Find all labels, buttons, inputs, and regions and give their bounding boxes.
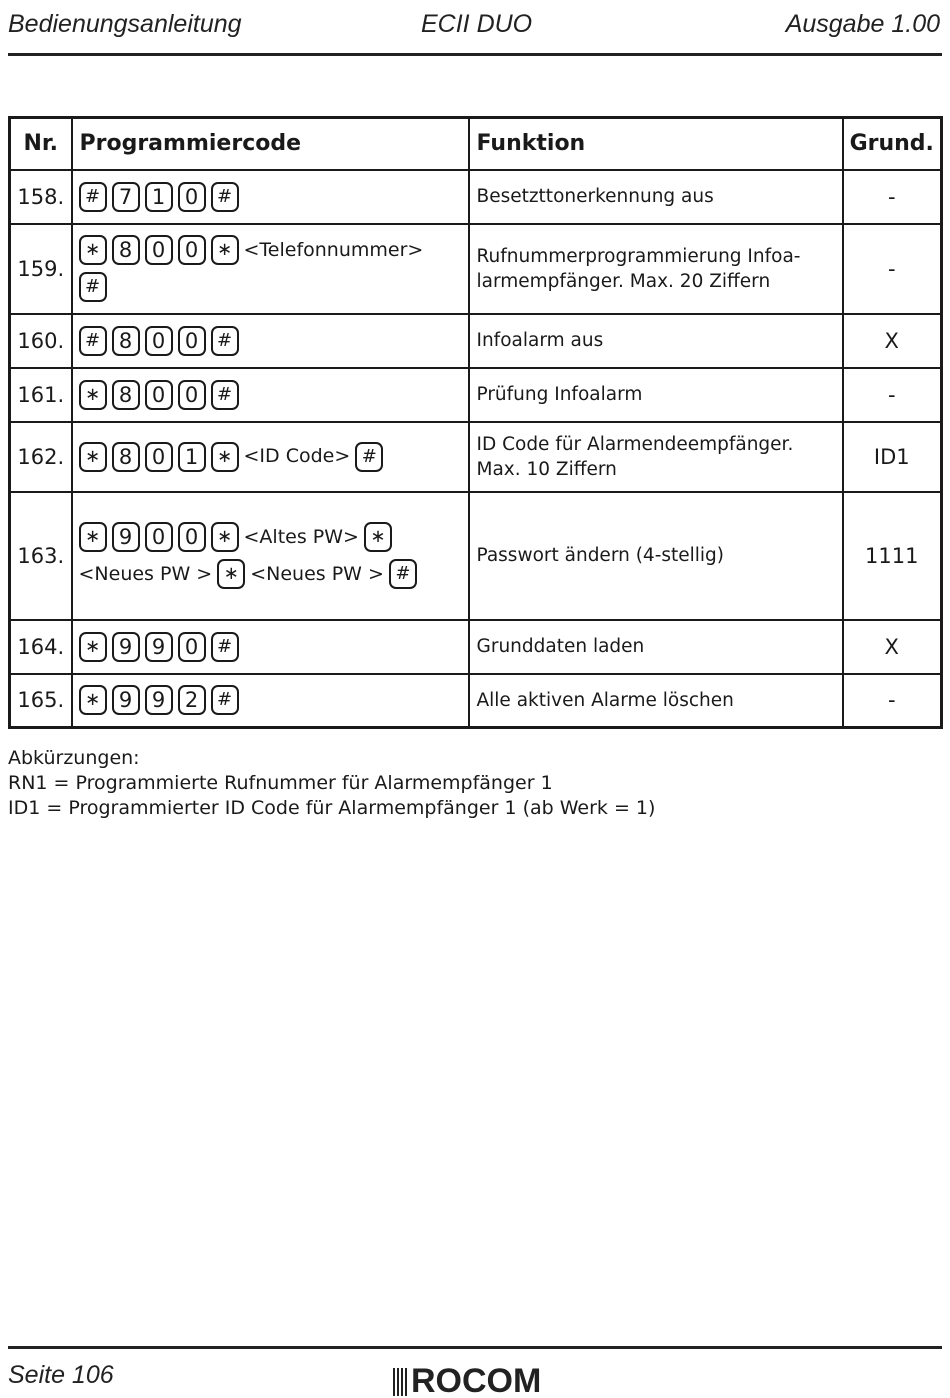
- code-placeholder-text: <Neues PW >: [78, 562, 213, 585]
- row-function: Infoalarm aus: [469, 314, 843, 368]
- star-key-icon: ∗: [217, 559, 245, 589]
- star-key-icon: ∗: [211, 522, 239, 552]
- digit-key: 0: [178, 182, 206, 212]
- hash-key-icon: #: [211, 632, 239, 662]
- column-header-nr: Nr.: [10, 118, 72, 170]
- column-header-code: Programmiercode: [72, 118, 469, 170]
- digit-key: 0: [178, 632, 206, 662]
- hash-key-icon: #: [211, 380, 239, 410]
- digit-key: 0: [178, 380, 206, 410]
- digit-key: 9: [112, 632, 140, 662]
- header-product-name: ECII DUO: [421, 10, 533, 38]
- row-function: Passwort ändern (4-stellig): [469, 492, 843, 620]
- row-function: Rufnummerprogrammierung Infoa- larmempfänger. Max. 20 Ziffern: [469, 224, 843, 314]
- digit-key: 0: [178, 326, 206, 356]
- row-number: 158.: [10, 170, 72, 224]
- abbreviation-id1: ID1 = Programmierter ID Code für Alarmempfänger 1 (ab Werk = 1): [8, 797, 656, 819]
- digit-key: 0: [178, 235, 206, 265]
- row-code: [72, 170, 469, 224]
- digit-key: 0: [145, 522, 173, 552]
- row-default-value: -: [843, 170, 942, 224]
- table-row: [10, 620, 942, 674]
- hash-key-icon: #: [79, 272, 107, 302]
- digit-key: 9: [145, 632, 173, 662]
- digit-key: 1: [145, 182, 173, 212]
- digit-key: 0: [145, 442, 173, 472]
- star-key-icon: ∗: [211, 235, 239, 265]
- digit-key: 8: [112, 380, 140, 410]
- row-code: [72, 314, 469, 368]
- code-placeholder-text: <Altes PW>: [243, 525, 359, 548]
- digit-key: 0: [145, 235, 173, 265]
- row-default-value: X: [843, 620, 942, 674]
- logo-text: ROCOM: [411, 1362, 542, 1398]
- table-row: [10, 674, 942, 728]
- hash-key-icon: #: [211, 685, 239, 715]
- row-number: 163.: [10, 492, 72, 620]
- page-number: Seite 106: [8, 1361, 114, 1389]
- abbreviation-rn1: RN1 = Programmierte Rufnummer für Alarmempfänger 1: [8, 772, 553, 794]
- row-function: Grunddaten laden: [469, 620, 843, 674]
- star-key-icon: ∗: [79, 235, 107, 265]
- row-default-value: ID1: [843, 422, 942, 492]
- row-default-value: -: [843, 368, 942, 422]
- page-header: [8, 8, 940, 44]
- column-header-function: Funktion: [469, 118, 843, 170]
- code-placeholder-text: <Telefonnummer>: [243, 238, 424, 261]
- hash-key-icon: #: [211, 182, 239, 212]
- table-row: [10, 314, 942, 368]
- row-code: [72, 620, 469, 674]
- table-row: [10, 368, 942, 422]
- star-key-icon: ∗: [79, 522, 107, 552]
- star-key-icon: ∗: [79, 442, 107, 472]
- row-function: Prüfung Infoalarm: [469, 368, 843, 422]
- row-code: [72, 368, 469, 422]
- star-key-icon: ∗: [79, 380, 107, 410]
- row-default-value: -: [843, 224, 942, 314]
- row-default-value: X: [843, 314, 942, 368]
- column-header-default: Grund.: [843, 118, 942, 170]
- abbreviations: [8, 746, 655, 821]
- row-number: 161.: [10, 368, 72, 422]
- star-key-icon: ∗: [211, 442, 239, 472]
- row-default-value: -: [843, 674, 942, 728]
- table-row: [10, 170, 942, 224]
- table-body: [10, 170, 942, 728]
- digit-key: 8: [112, 326, 140, 356]
- digit-key: 8: [112, 442, 140, 472]
- row-function: Alle aktiven Alarme löschen: [469, 674, 843, 728]
- star-key-icon: ∗: [79, 685, 107, 715]
- row-function: ID Code für Alarmendeempfänger. Max. 10 Ziffern: [469, 422, 843, 492]
- table-row: [10, 224, 942, 314]
- row-function: Besetzttonerkennung aus: [469, 170, 843, 224]
- code-placeholder-text: <ID Code>: [243, 445, 351, 467]
- footer-rule: [8, 1346, 942, 1349]
- hash-key-icon: #: [389, 559, 417, 589]
- hash-key-icon: #: [211, 326, 239, 356]
- row-code: [72, 492, 469, 620]
- digit-key: 8: [112, 235, 140, 265]
- hash-key-icon: #: [79, 182, 107, 212]
- digit-key: 0: [145, 380, 173, 410]
- code-placeholder-text: <Neues PW >: [250, 562, 384, 585]
- digit-key: 0: [145, 326, 173, 356]
- row-number: 165.: [10, 674, 72, 728]
- star-key-icon: ∗: [79, 632, 107, 662]
- programming-code-table: [8, 116, 943, 729]
- table-row: [10, 492, 942, 620]
- logo-mark-icon: [393, 1368, 409, 1396]
- digit-key: 9: [145, 685, 173, 715]
- row-number: 159.: [10, 224, 72, 314]
- hash-key-icon: #: [355, 442, 383, 472]
- digit-key: 1: [178, 442, 206, 472]
- table-row: [10, 422, 942, 492]
- header-manual-title: Bedienungsanleitung: [8, 10, 242, 38]
- abbreviations-title: Abkürzungen:: [8, 747, 140, 769]
- star-key-icon: ∗: [364, 522, 392, 552]
- digit-key: 9: [112, 522, 140, 552]
- row-code: [72, 674, 469, 728]
- table-header-row: [10, 118, 942, 170]
- row-number: 164.: [10, 620, 72, 674]
- header-rule: [8, 53, 942, 56]
- row-code: [72, 224, 469, 314]
- hash-key-icon: #: [79, 326, 107, 356]
- row-number: 160.: [10, 314, 72, 368]
- digit-key: 9: [112, 685, 140, 715]
- digit-key: 2: [178, 685, 206, 715]
- row-number: 162.: [10, 422, 72, 492]
- row-default-value: 1111: [843, 492, 942, 620]
- header-edition: Ausgabe 1.00: [785, 10, 940, 38]
- row-code: [72, 422, 469, 492]
- digit-key: 7: [112, 182, 140, 212]
- digit-key: 0: [178, 522, 206, 552]
